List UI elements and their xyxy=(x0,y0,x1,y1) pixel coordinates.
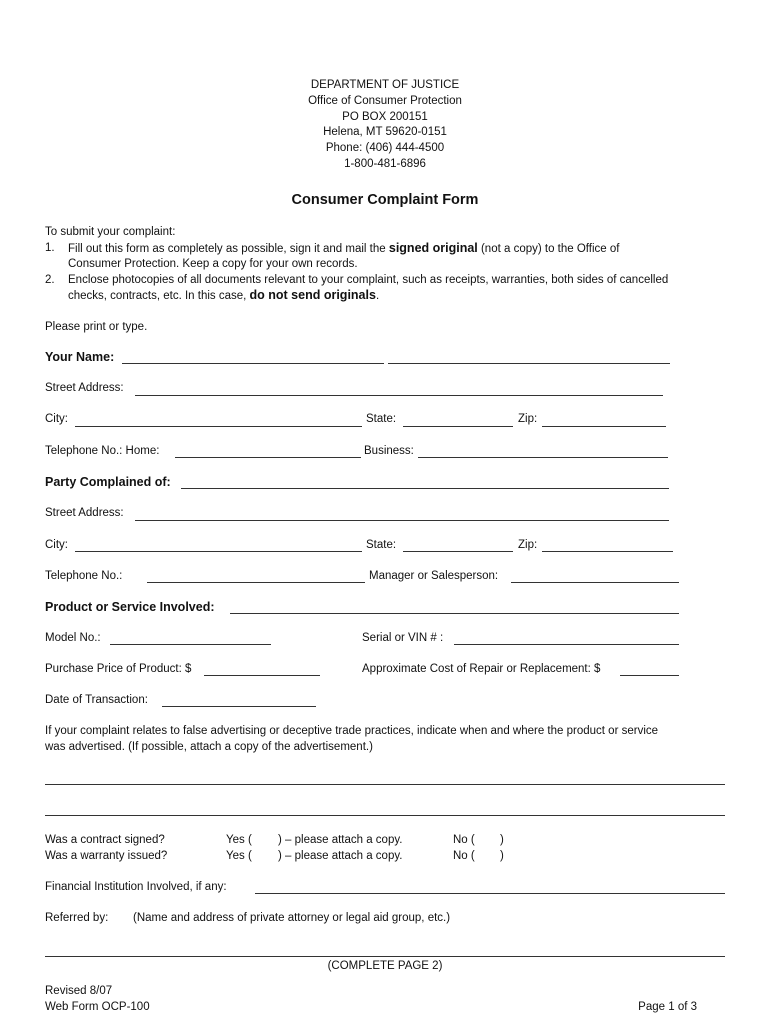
party-zip-field[interactable] xyxy=(542,551,673,552)
phone-number: Phone: (406) 444-4500 xyxy=(325,142,445,154)
your-name-first-field[interactable] xyxy=(122,363,384,364)
referred-by-label: Referred by: xyxy=(45,912,109,924)
instruction-1-continued: Consumer Protection. Keep a copy for your own records. xyxy=(68,258,358,270)
instruction-2-emphasis: do not send originals xyxy=(249,288,376,302)
instruction-2-period: . xyxy=(375,290,380,302)
repair-cost-field[interactable] xyxy=(620,675,679,676)
advertising-field-line2[interactable] xyxy=(45,815,725,816)
party-zip-label: Zip: xyxy=(518,539,538,551)
advertising-text-line2: was advertised. (If possible, attach a copy of the advertisement.) xyxy=(45,741,373,753)
form-title: Consumer Complaint Form xyxy=(291,192,479,208)
instruction-1-emphasis: signed original xyxy=(388,241,478,255)
complete-page-2-note: (COMPLETE PAGE 2) xyxy=(327,960,443,972)
page-number: Page 1 of 3 xyxy=(638,1001,697,1013)
contract-yes-option[interactable]: Yes ( xyxy=(226,834,252,846)
consumer-state-field[interactable] xyxy=(403,426,513,427)
product-service-label: Product or Service Involved: xyxy=(45,600,215,614)
consumer-business-phone-label: Business: xyxy=(364,445,414,457)
consumer-street-label: Street Address: xyxy=(45,382,124,394)
serial-vin-field[interactable] xyxy=(454,644,679,645)
po-box: PO BOX 200151 xyxy=(342,111,428,123)
contract-no-option[interactable]: No ( xyxy=(453,834,475,846)
consumer-home-phone-field[interactable] xyxy=(175,457,361,458)
instructions-intro: To submit your complaint: xyxy=(45,226,176,238)
party-manager-label: Manager or Salesperson: xyxy=(369,570,499,582)
party-street-label: Street Address: xyxy=(45,507,124,519)
consumer-zip-field[interactable] xyxy=(542,426,666,427)
print-instruction: Please print or type. xyxy=(45,321,148,333)
your-name-label: Your Name: xyxy=(45,350,115,364)
your-name-last-field[interactable] xyxy=(388,363,670,364)
instruction-2-part-b: checks, contracts, etc. In this case, xyxy=(68,290,250,302)
party-complained-label: Party Complained of: xyxy=(45,475,171,489)
party-city-label: City: xyxy=(45,539,68,551)
transaction-date-field[interactable] xyxy=(162,706,316,707)
warranty-no-close: ) xyxy=(500,850,504,862)
party-street-field[interactable] xyxy=(135,520,669,521)
revised-date: Revised 8/07 xyxy=(45,985,113,997)
purchase-price-field[interactable] xyxy=(204,675,320,676)
contract-question: Was a contract signed? xyxy=(45,834,165,846)
party-city-field[interactable] xyxy=(75,551,362,552)
instruction-1-text xyxy=(68,241,619,255)
serial-vin-label: Serial or VIN # : xyxy=(362,632,444,644)
consumer-city-field[interactable] xyxy=(75,426,362,427)
model-number-field[interactable] xyxy=(110,644,271,645)
consumer-street-field[interactable] xyxy=(135,395,663,396)
transaction-date-label: Date of Transaction: xyxy=(45,694,148,706)
consumer-zip-label: Zip: xyxy=(518,413,538,425)
contract-no-close: ) xyxy=(500,834,504,846)
party-state-label: State: xyxy=(366,539,397,551)
instruction-1-part-a: Fill out this form as completely as possible, sign it and mail the xyxy=(68,243,389,255)
consumer-city-label: City: xyxy=(45,413,68,425)
consumer-state-label: State: xyxy=(366,413,397,425)
agency-name: DEPARTMENT OF JUSTICE xyxy=(310,79,460,91)
consumer-home-phone-label: Telephone No.: Home: xyxy=(45,445,160,457)
repair-cost-label: Approximate Cost of Repair or Replacement: $ xyxy=(362,663,601,675)
warranty-no-option[interactable]: No ( xyxy=(453,850,475,862)
advertising-text-line1: If your complaint relates to false advertising or deceptive trade practices, indicate when and where the product or service xyxy=(45,725,659,737)
form-number: Web Form OCP-100 xyxy=(45,1001,150,1013)
instruction-1-number: 1. xyxy=(45,242,55,254)
financial-institution-label: Financial Institution Involved, if any: xyxy=(45,881,227,893)
instruction-2-text: Enclose photocopies of all documents relevant to your complaint, such as receipts, warranties, both sides of cancelled xyxy=(68,274,669,286)
contract-attach-note: ) – please attach a copy. xyxy=(278,834,403,846)
referred-by-field[interactable] xyxy=(45,956,725,957)
consumer-business-phone-field[interactable] xyxy=(418,457,668,458)
party-phone-label: Telephone No.: xyxy=(45,570,123,582)
city-address: Helena, MT 59620-0151 xyxy=(323,126,447,138)
toll-free-number: 1-800-481-6896 xyxy=(344,158,426,170)
instruction-2-continued xyxy=(68,288,379,302)
model-number-label: Model No.: xyxy=(45,632,101,644)
referred-by-note: (Name and address of private attorney or legal aid group, etc.) xyxy=(133,912,451,924)
party-state-field[interactable] xyxy=(403,551,513,552)
instruction-2-number: 2. xyxy=(45,274,55,286)
party-complained-field[interactable] xyxy=(181,488,669,489)
financial-institution-field[interactable] xyxy=(255,893,725,894)
party-phone-field[interactable] xyxy=(147,582,365,583)
party-manager-field[interactable] xyxy=(511,582,679,583)
advertising-field-line1[interactable] xyxy=(45,784,725,785)
product-service-field[interactable] xyxy=(230,613,679,614)
warranty-question: Was a warranty issued? xyxy=(45,850,168,862)
warranty-attach-note: ) – please attach a copy. xyxy=(278,850,403,862)
warranty-yes-option[interactable]: Yes ( xyxy=(226,850,252,862)
instruction-1-part-b: (not a copy) to the Office of xyxy=(477,243,620,255)
office-name: Office of Consumer Protection xyxy=(308,95,462,107)
purchase-price-label: Purchase Price of Product: $ xyxy=(45,663,192,675)
